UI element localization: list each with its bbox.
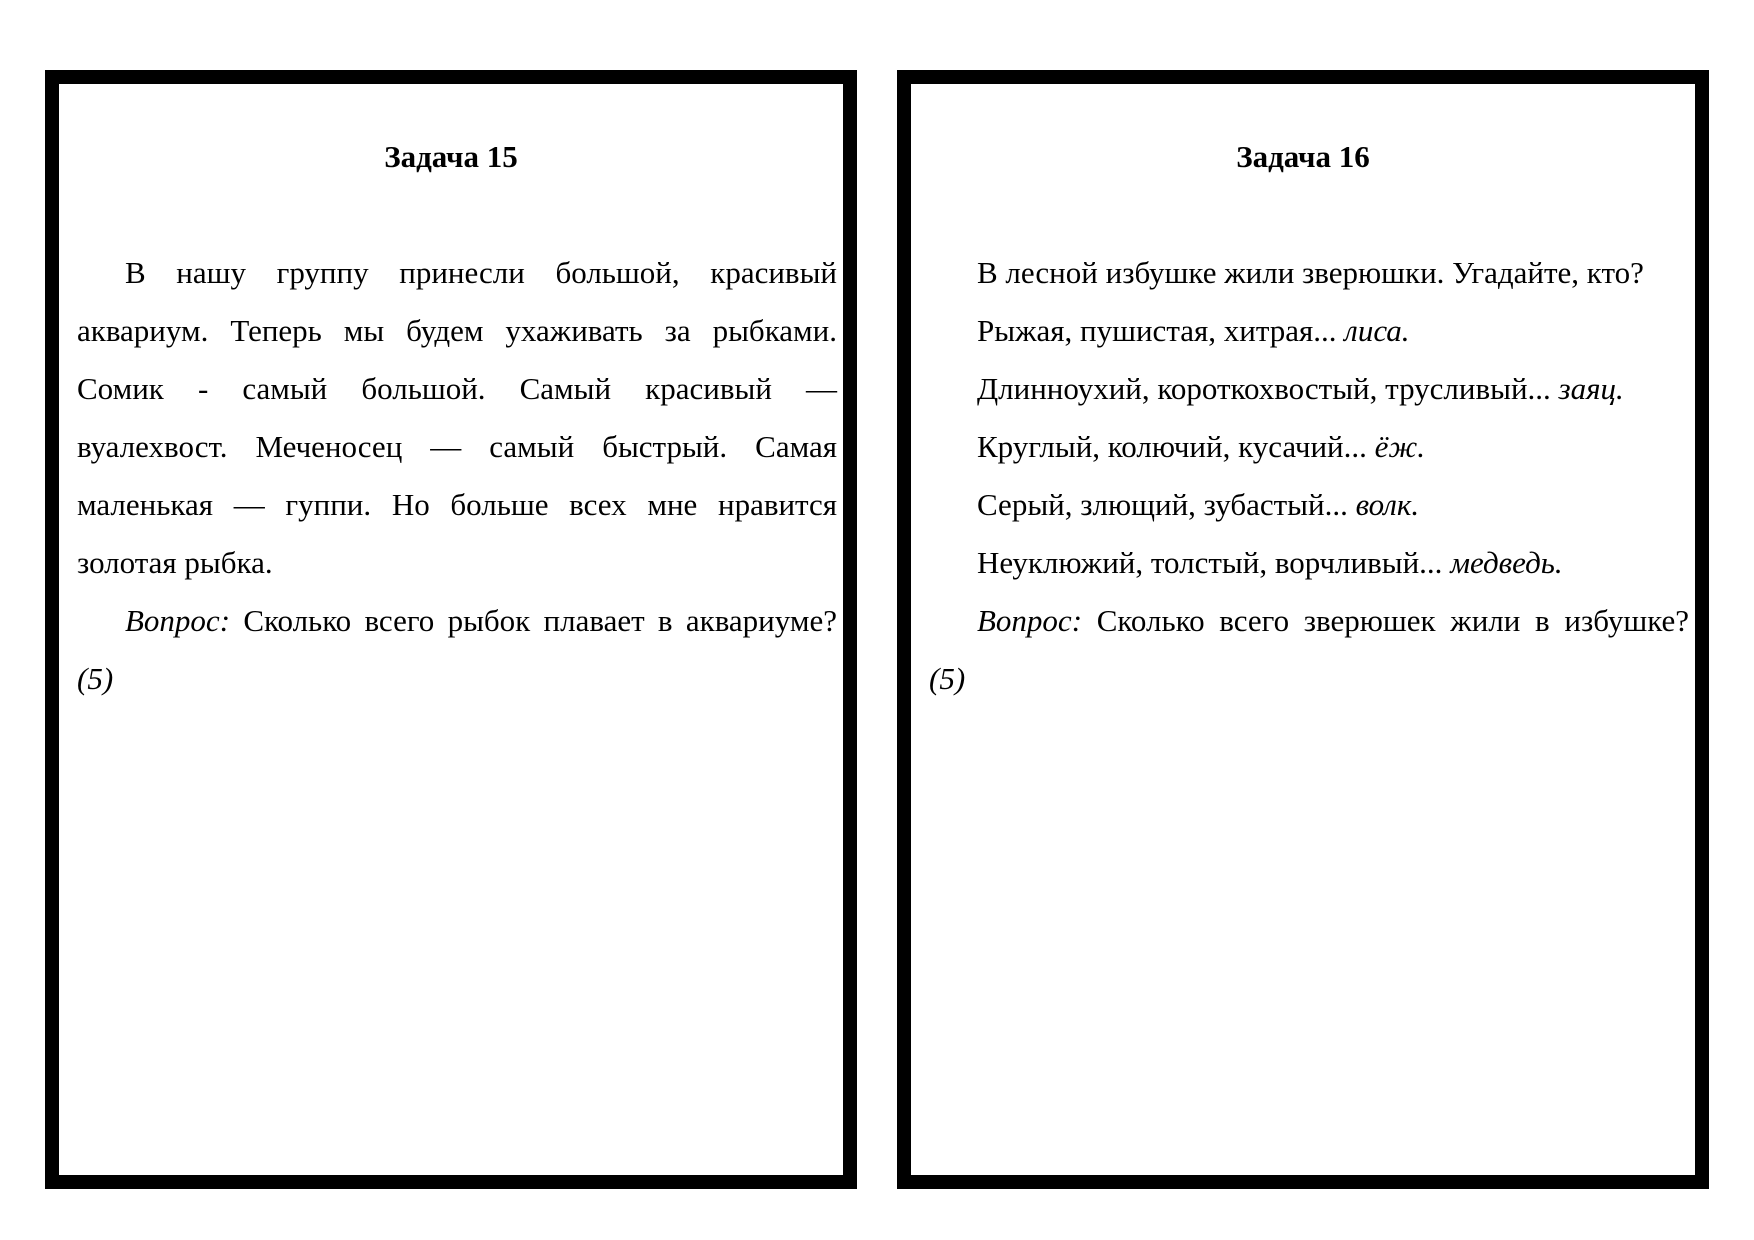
riddle-line	[929, 418, 1689, 476]
riddle-line	[929, 534, 1689, 592]
question-label: Вопрос:	[977, 603, 1083, 638]
riddle-line	[929, 302, 1689, 360]
riddle-answer: ёж.	[1374, 429, 1426, 464]
task-card-15	[45, 70, 857, 1189]
task-body	[929, 244, 1689, 708]
riddle-text: Рыжая, пушистая, хитрая...	[977, 313, 1345, 348]
task-title: Задача 16	[1236, 139, 1370, 174]
task-card-16	[897, 70, 1709, 1189]
riddle-answer: лиса.	[1344, 313, 1410, 348]
riddle-text: Длинноухий, короткохвостый, трусливый...	[977, 371, 1559, 406]
task-body	[77, 244, 837, 708]
task-question	[929, 592, 1689, 708]
answer-text: (5)	[77, 661, 114, 696]
task-paragraph: В нашу группу принесли большой, красивый аквариум. Теперь мы будем ухаживать за рыбками. Сомик - самый большой. Самый красивый — вуалехвост. Меченосец — самый быстрый. Самая маленькая — гуппи. Но больше всех мне нравится золотая рыбка.	[77, 255, 837, 580]
task-title: Задача 15	[384, 139, 518, 174]
riddle-line	[929, 476, 1689, 534]
task-intro: В лесной избушке жили зверюшки. Угадайте, кто?	[977, 255, 1644, 290]
riddle-answer: заяц.	[1558, 371, 1624, 406]
riddle-text: Неуклюжий, толстый, ворчливый...	[977, 545, 1451, 580]
task-question	[77, 592, 837, 708]
riddle-text: Круглый, колючий, кусачий...	[977, 429, 1375, 464]
question-label: Вопрос:	[125, 603, 231, 638]
question-text: Сколько всего рыбок плавает в аквариуме?	[230, 603, 837, 638]
answer-text: (5)	[929, 661, 966, 696]
riddle-text: Серый, злющий, зубастый...	[977, 487, 1356, 522]
question-text: Сколько всего зверюшек жили в избушке?	[1082, 603, 1689, 638]
riddle-answer: волк.	[1355, 487, 1420, 522]
riddle-line	[929, 360, 1689, 418]
riddle-answer: медведь.	[1450, 545, 1563, 580]
